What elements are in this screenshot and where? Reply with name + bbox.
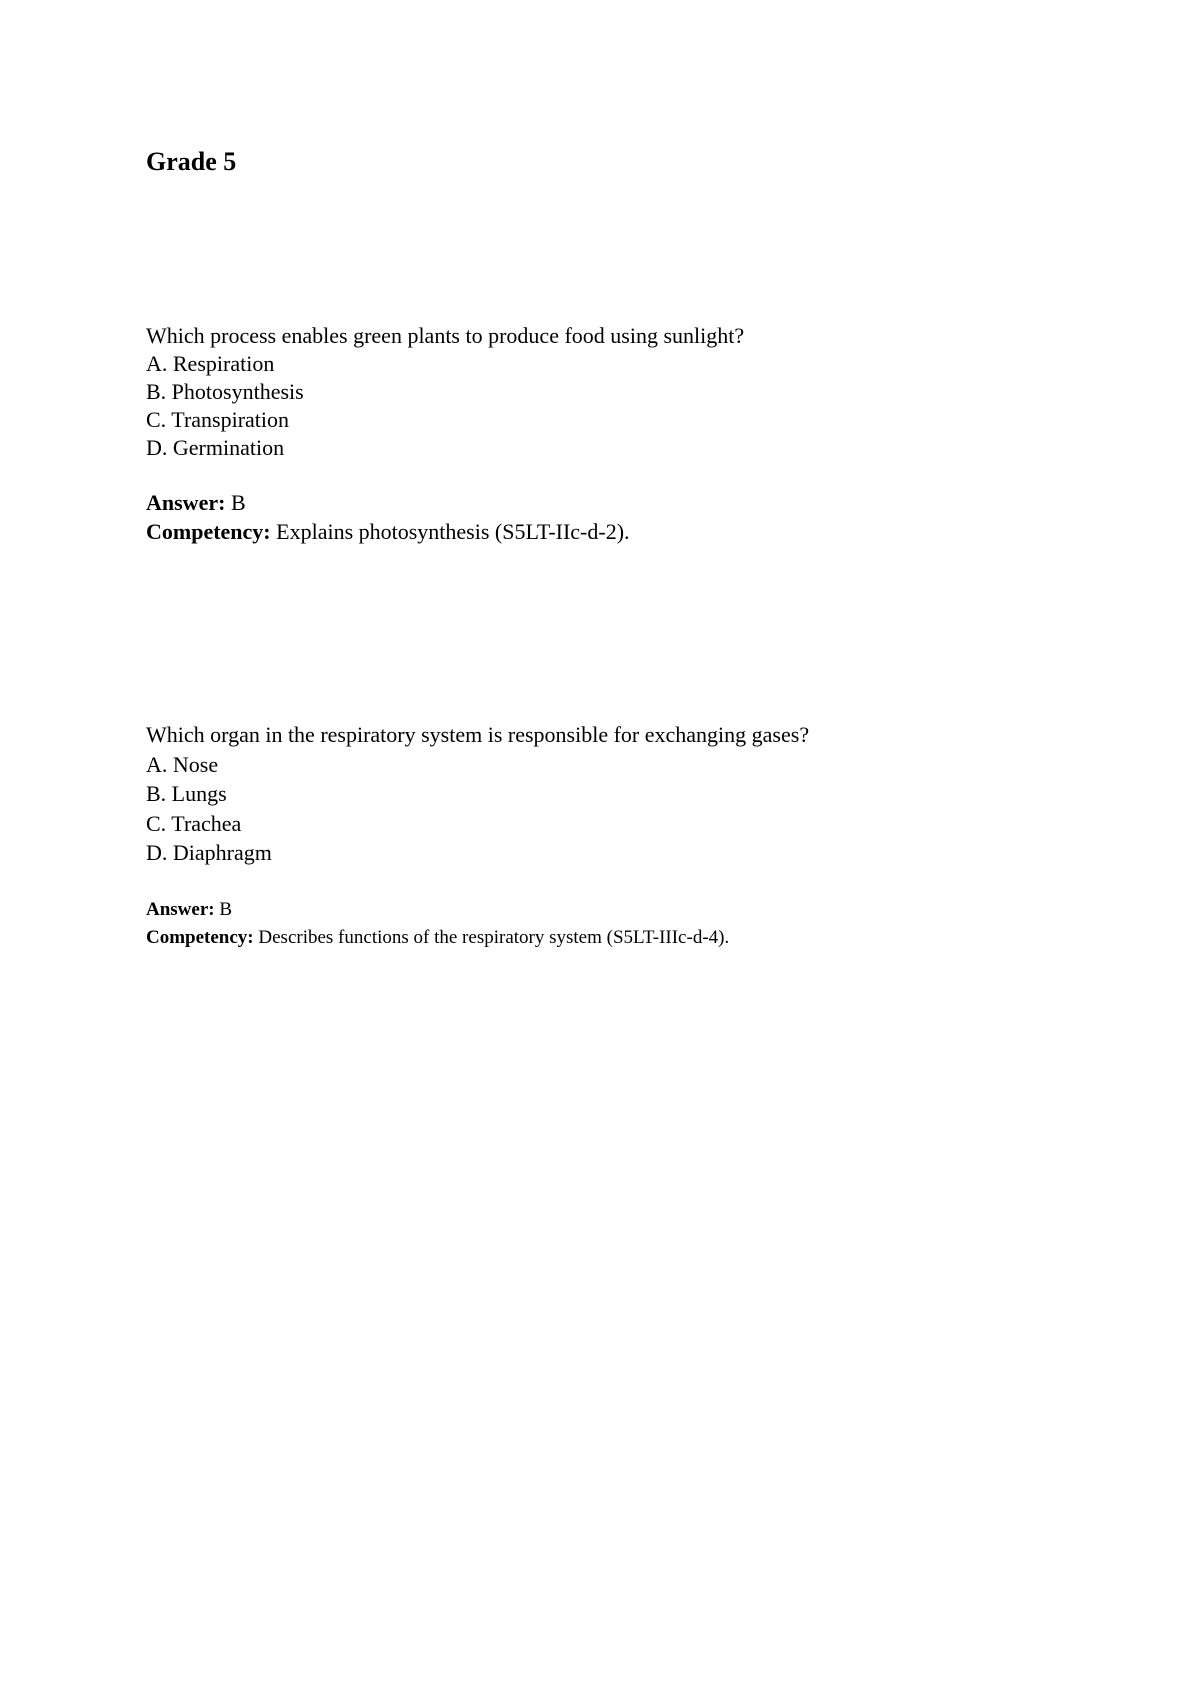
answer-value: B <box>214 898 233 920</box>
competency-line <box>146 924 1146 952</box>
option-c: C. Transpiration <box>146 407 290 432</box>
option-a: A. Respiration <box>146 351 275 376</box>
option-b: B. Lungs <box>146 781 227 806</box>
option-b: B. Photosynthesis <box>146 379 304 404</box>
option-d: D. Diaphragm <box>146 840 272 865</box>
option-c: C. Trachea <box>146 810 242 836</box>
answer-label: Answer: <box>146 898 215 920</box>
question-block-2 <box>146 720 1146 952</box>
competency-label: Competency: <box>146 519 271 544</box>
answer-line <box>146 896 1146 924</box>
question-block-1 <box>146 322 1146 546</box>
answer-label: Answer: <box>146 490 226 515</box>
question-text: Which process enables green plants to produce food using sunlight? <box>146 323 745 348</box>
competency-label: Competency: <box>146 926 254 948</box>
option-d: D. Germination <box>146 435 285 460</box>
option-a: A. Nose <box>146 751 219 777</box>
answer-value: B <box>225 490 246 515</box>
competency-value: Explains photosynthesis (S5LT-IIc-d-2). <box>270 519 630 544</box>
competency-line <box>146 517 1146 546</box>
answer-line <box>146 488 1146 517</box>
document-title: Grade 5 <box>146 147 237 176</box>
competency-value: Describes functions of the respiratory system (S5LT-IIIc-d-4). <box>253 926 730 948</box>
question-text: Which organ in the respiratory system is responsible for exchanging gases? <box>146 722 810 747</box>
